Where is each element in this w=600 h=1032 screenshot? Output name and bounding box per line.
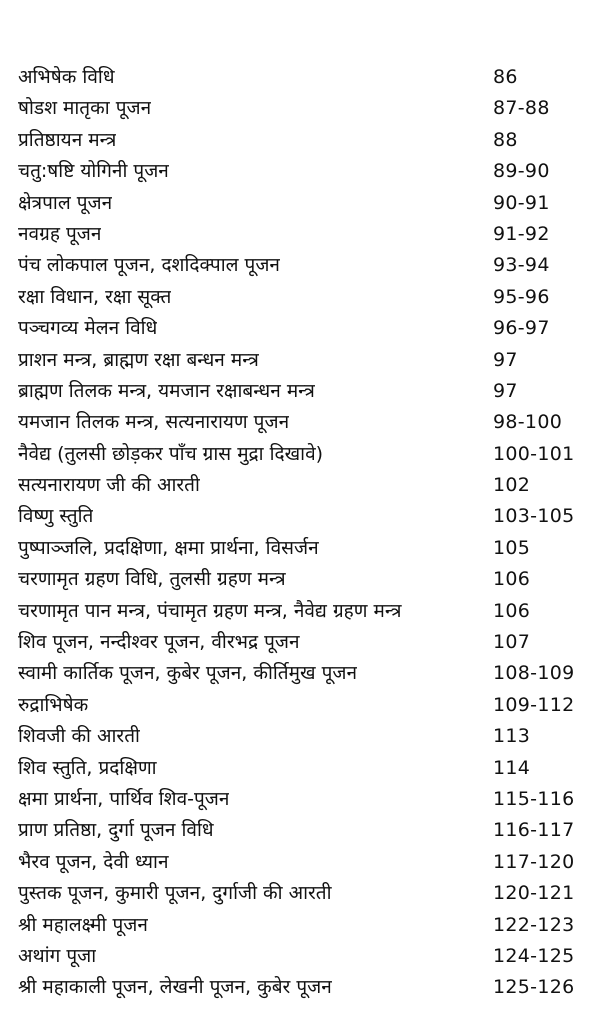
toc-entry-page: 97 <box>493 379 518 402</box>
toc-entry-page: 89-90 <box>493 160 550 183</box>
toc-row <box>18 345 588 376</box>
toc-entry-title: पंच लोकपाल पूजन, दशदिक्पाल पूजन <box>18 254 280 277</box>
toc-entry-title: अभिषेक विधि <box>18 66 115 88</box>
toc-entry-page: 107 <box>493 631 531 654</box>
toc-row <box>18 910 588 941</box>
toc-entry-page: 113 <box>493 725 531 748</box>
toc-row <box>18 596 588 627</box>
toc-entry-title: रुद्राभिषेक <box>18 693 89 716</box>
toc-row <box>18 188 588 219</box>
toc-entry-title: क्षेत्रपाल पूजन <box>18 191 113 214</box>
toc-entry-title: रक्षा विधान, रक्षा सूक्त <box>18 285 172 308</box>
toc-entry-title: षोडश मातृका पूजन <box>18 97 152 120</box>
toc-entry-page: 116-117 <box>493 819 575 842</box>
toc-entry-title: सत्यनारायण जी की आरती <box>18 474 200 497</box>
toc-entry-title: चरणामृत ग्रहण विधि, तुलसी ग्रहण मन्त्र <box>18 568 286 591</box>
toc-entry-page: 90-91 <box>493 191 550 214</box>
toc-entry-page: 91-92 <box>493 222 550 245</box>
toc-entry-page: 125-126 <box>493 976 575 999</box>
toc-entry-title: अथांग पूजा <box>18 944 97 967</box>
toc-entry-page: 124-125 <box>493 944 575 967</box>
toc-row <box>18 847 588 878</box>
toc-entry-title: नैवेद्य (तुलसी छोड़कर पाँच ग्रास मुद्रा दिखावे) <box>18 442 324 465</box>
toc-row <box>18 407 588 438</box>
toc-row <box>18 658 588 689</box>
toc-entry-title: शिव स्तुति, प्रदक्षिणा <box>18 756 157 779</box>
toc-row <box>18 470 588 501</box>
toc-entry-page: 109-112 <box>493 693 575 716</box>
toc-entry-page: 120-121 <box>493 882 575 905</box>
toc-entry-title: प्रतिष्ठायन मन्त्र <box>18 128 117 151</box>
toc-entry-page: 87-88 <box>493 97 550 120</box>
toc-entry-page: 105 <box>493 536 531 559</box>
toc-entry-title: भैरव पूजन, देवी ध्यान <box>18 850 169 873</box>
toc-row <box>18 972 588 1003</box>
toc-entry-page: 115-116 <box>493 787 575 810</box>
toc-entry-page: 108-109 <box>493 662 575 685</box>
toc-entry-page: 106 <box>493 568 531 591</box>
toc-entry-title: प्राण प्रतिष्ठा, दुर्गा पूजन विधि <box>18 819 214 842</box>
toc-row <box>18 282 588 313</box>
toc-entry-title: पुष्पाञ्जलि, प्रदक्षिणा, क्षमा प्रार्थना, विसर्जन <box>18 536 319 559</box>
toc-row <box>18 93 588 124</box>
toc-row <box>18 313 588 344</box>
toc-entry-page: 114 <box>493 756 531 779</box>
toc-entry-title: ब्राह्मण तिलक मन्त्र, यमजान रक्षाबन्धन मन्त्र <box>18 379 315 402</box>
toc-row <box>18 125 588 156</box>
toc-entry-page: 86 <box>493 66 518 88</box>
toc-row <box>18 564 588 595</box>
toc-entry-title: चरणामृत पान मन्त्र, पंचामृत ग्रहण मन्त्र, नैवेद्य ग्रहण मन्त्र <box>18 599 402 622</box>
toc-row <box>18 690 588 721</box>
toc-entry-page: 122-123 <box>493 913 575 936</box>
toc-entry-title: यमजान तिलक मन्त्र, सत्यनारायण पूजन <box>18 411 290 434</box>
toc-entry-title: विष्णु स्तुति <box>18 505 94 528</box>
toc-row <box>18 721 588 752</box>
toc-entry-page: 96-97 <box>493 317 550 340</box>
toc-entry-page: 106 <box>493 599 531 622</box>
toc-entry-title: शिव पूजन, नन्दीश्वर पूजन, वीरभद्र पूजन <box>18 631 300 654</box>
toc-row <box>18 376 588 407</box>
toc-entry-title: शिवजी की आरती <box>18 725 140 748</box>
toc-entry-page: 88 <box>493 128 518 151</box>
toc-entry-title: श्री महालक्ष्मी पूजन <box>18 913 148 936</box>
toc-row <box>18 501 588 532</box>
toc-entry-title: क्षमा प्रार्थना, पार्थिव शिव-पूजन <box>18 787 230 810</box>
toc-row <box>18 753 588 784</box>
toc-entry-title: पञ्चगव्य मेलन विधि <box>18 317 158 340</box>
toc-row <box>18 250 588 281</box>
toc-row <box>18 62 588 93</box>
toc-entry-page: 93-94 <box>493 254 550 277</box>
table-of-contents <box>18 62 588 1004</box>
toc-entry-title: श्री महाकाली पूजन, लेखनी पूजन, कुबेर पूजन <box>18 976 332 999</box>
toc-row <box>18 533 588 564</box>
toc-entry-page: 95-96 <box>493 285 550 308</box>
toc-entry-title: नवग्रह पूजन <box>18 222 102 245</box>
toc-row <box>18 784 588 815</box>
toc-row <box>18 156 588 187</box>
toc-entry-page: 102 <box>493 474 531 497</box>
toc-row <box>18 439 588 470</box>
toc-row <box>18 815 588 846</box>
toc-row <box>18 627 588 658</box>
toc-entry-page: 97 <box>493 348 518 371</box>
toc-entry-page: 103-105 <box>493 505 575 528</box>
toc-entry-page: 117-120 <box>493 850 575 873</box>
toc-entry-title: स्वामी कार्तिक पूजन, कुबेर पूजन, कीर्तिमुख पूजन <box>18 662 358 685</box>
toc-entry-title: चतु:षष्टि योगिनी पूजन <box>18 160 169 183</box>
toc-row <box>18 219 588 250</box>
toc-entry-title: पुस्तक पूजन, कुमारी पूजन, दुर्गाजी की आरती <box>18 882 332 905</box>
toc-entry-title: प्राशन मन्त्र, ब्राह्मण रक्षा बन्धन मन्त्र <box>18 348 259 371</box>
toc-row <box>18 878 588 909</box>
toc-row <box>18 941 588 972</box>
toc-entry-page: 98-100 <box>493 411 563 434</box>
toc-entry-page: 100-101 <box>493 442 575 465</box>
